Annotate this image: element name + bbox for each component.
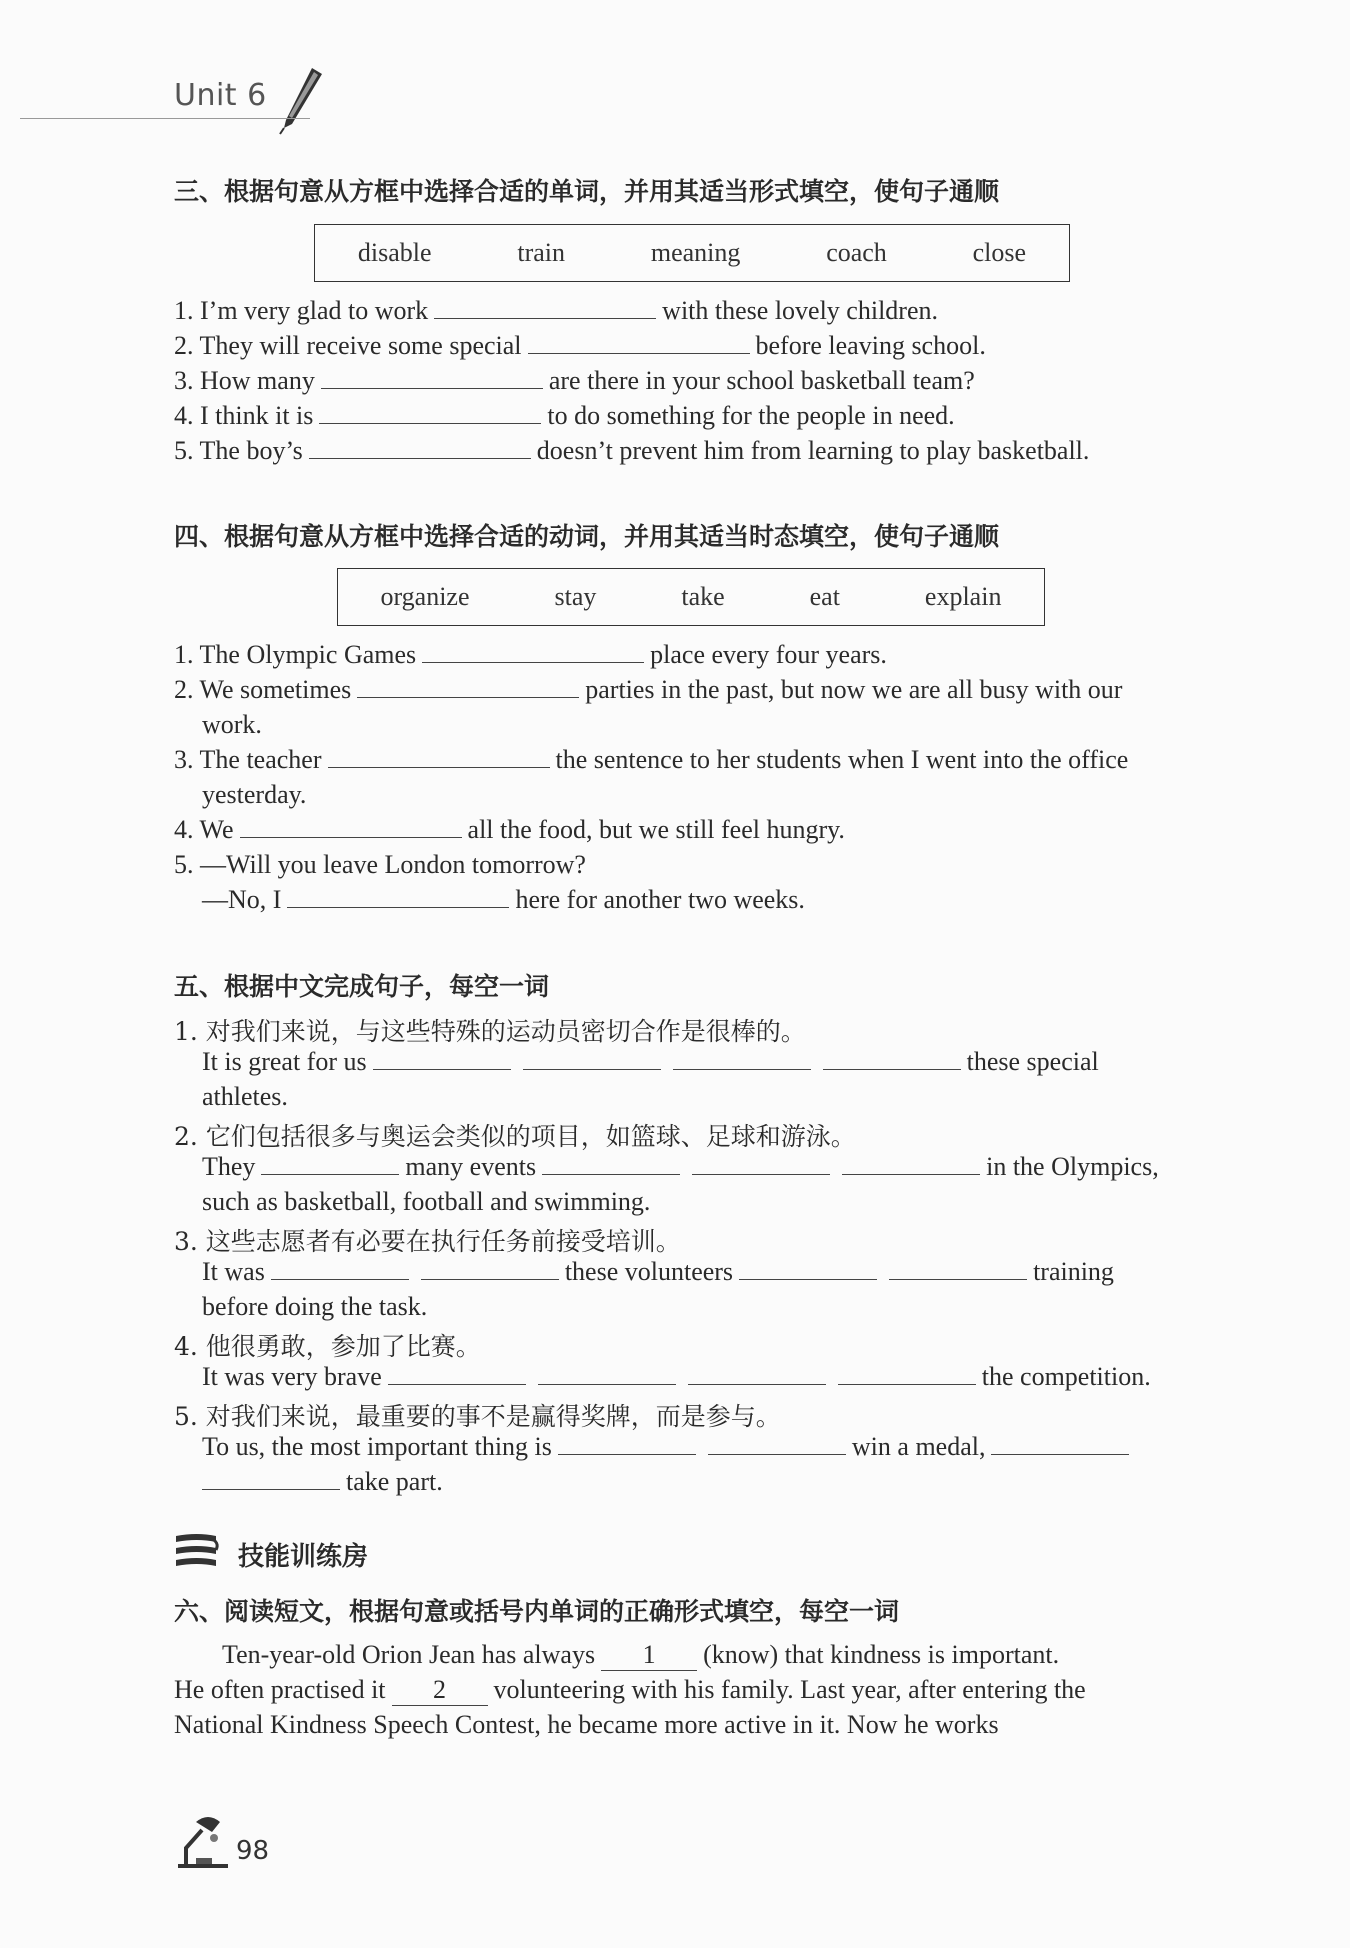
s5-line: take part. [202,1467,443,1497]
answer-blank[interactable] [708,1453,846,1455]
answer-blank[interactable] [538,1383,676,1385]
answer-blank[interactable] [261,1173,399,1175]
s5-chinese: 3. 这些志愿者有必要在执行任务前接受培训。 [174,1227,681,1256]
answer-blank[interactable] [271,1278,409,1280]
s5-line: It was these volunteers training [202,1257,1114,1286]
answer-blank[interactable] [528,352,750,354]
section4-wordbox [337,568,1045,626]
answer-blank[interactable] [889,1278,1027,1280]
section3-title: 三、根据句意从方框中选择合适的单词，并用其适当形式填空，使句子通顺 [174,177,1000,206]
answer-blank[interactable] [523,1068,661,1070]
numbered-blank[interactable]: 2 [392,1675,488,1706]
answer-blank[interactable] [328,766,550,768]
s4-item: 1. The Olympic Games place every four years. [174,640,887,669]
s5-chinese: 5. 对我们来说，最重要的事不是赢得奖牌，而是参与。 [174,1402,781,1431]
desk-lamp-icon [172,1808,234,1870]
word: organize [380,582,470,611]
s3-item: 1. I’m very glad to work with these lovely children. [174,296,938,325]
answer-blank[interactable] [842,1173,980,1175]
book-stack-icon [172,1530,222,1570]
s4-item-cont: —No, I here for another two weeks. [202,885,805,914]
word: close [972,238,1027,267]
section6-title: 六、阅读短文，根据句意或括号内单词的正确形式填空，每空一词 [174,1597,900,1626]
s3-item: 5. The boy’s doesn’t prevent him from learning to play basketball. [174,436,1090,465]
word: coach [826,238,887,267]
answer-blank[interactable] [309,457,531,459]
s5-line: athletes. [202,1082,288,1111]
answer-blank[interactable] [434,317,656,319]
word: train [517,238,566,267]
section4-title: 四、根据句意从方框中选择合适的动词，并用其适当时态填空，使句子通顺 [174,522,1000,551]
skills-title: 技能训练房 [238,1542,369,1572]
word: disable [357,238,432,267]
s5-line: such as basketball, football and swimming. [202,1187,651,1216]
s3-item: 4. I think it is to do something for the people in need. [174,401,955,430]
answer-blank[interactable] [319,422,541,424]
passage-line: National Kindness Speech Contest, he became more active in it. Now he works [174,1710,999,1739]
s5-line: To us, the most important thing is win a medal, [202,1432,1135,1462]
answer-blank[interactable] [422,661,644,663]
s4-item: 2. We sometimes parties in the past, but now we are all busy with our [174,675,1123,704]
s5-chinese: 4. 他很勇敢，参加了比赛。 [174,1332,481,1361]
answer-blank[interactable] [558,1453,696,1455]
answer-blank[interactable] [421,1278,559,1280]
answer-blank[interactable] [673,1068,811,1070]
answer-blank[interactable] [357,696,579,698]
s5-line: They many events in the Olympics, [202,1152,1159,1181]
s3-item: 3. How many are there in your school basketball team? [174,366,975,395]
section5-title: 五、根据中文完成句子，每空一词 [174,972,550,1001]
s5-line: It is great for us these special [202,1047,1099,1076]
s4-item-cont: work. [202,710,262,739]
answer-blank[interactable] [991,1453,1129,1455]
word: eat [809,582,840,611]
word: stay [554,582,597,611]
word: meaning [650,238,741,267]
s5-chinese: 1. 对我们来说，与这些特殊的运动员密切合作是很棒的。 [174,1017,806,1046]
s5-line: It was very brave the competition. [202,1362,1151,1391]
answer-blank[interactable] [388,1383,526,1385]
section3-wordbox [314,224,1070,282]
pen-icon [278,66,324,136]
answer-blank[interactable] [739,1278,877,1280]
answer-blank[interactable] [823,1068,961,1070]
s5-chinese: 2. 它们包括很多与奥运会类似的项目，如篮球、足球和游泳。 [174,1122,856,1151]
unit-title: Unit 6 [174,78,267,113]
answer-blank[interactable] [692,1173,830,1175]
s3-item: 2. They will receive some special before leaving school. [174,331,986,360]
answer-blank[interactable] [838,1383,976,1385]
s4-item: 3. The teacher the sentence to her students when I went into the office [174,745,1129,774]
answer-blank[interactable] [240,836,462,838]
answer-blank[interactable] [202,1488,340,1490]
word: take [681,582,725,611]
page-number: 98 [236,1836,270,1866]
answer-blank[interactable] [542,1173,680,1175]
numbered-blank[interactable]: 1 [601,1640,697,1671]
answer-blank[interactable] [373,1068,511,1070]
s4-item-cont: yesterday. [202,780,307,809]
header-divider [20,118,310,119]
passage-line: He often practised it 2 volunteering with his family. Last year, after entering the [174,1675,1086,1704]
answer-blank[interactable] [287,906,509,908]
answer-blank[interactable] [321,387,543,389]
s4-item: 4. We all the food, but we still feel hungry. [174,815,845,844]
s5-line: before doing the task. [202,1292,428,1321]
passage-line: Ten-year-old Orion Jean has always 1 (know) that kindness is important. [222,1640,1060,1669]
word: explain [924,582,1002,611]
answer-blank[interactable] [688,1383,826,1385]
s4-item: 5. —Will you leave London tomorrow? [174,850,586,879]
